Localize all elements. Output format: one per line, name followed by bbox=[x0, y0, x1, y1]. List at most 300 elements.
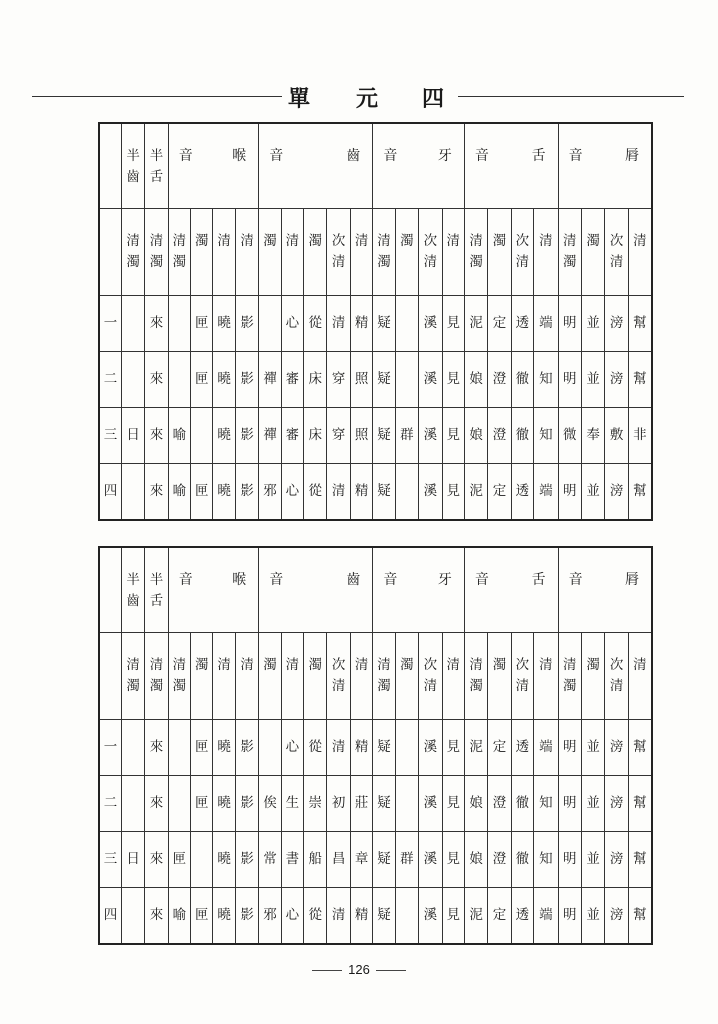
voicing-char: 清 bbox=[331, 254, 346, 270]
voicing-cell bbox=[605, 209, 628, 296]
initial-cell: 精 bbox=[350, 888, 372, 945]
initial-cell: 並 bbox=[581, 776, 604, 832]
voicing-cell bbox=[168, 633, 190, 720]
voicing-char: 濁 bbox=[563, 254, 577, 270]
voicing-cell bbox=[581, 633, 604, 720]
group-label-right: 齒 bbox=[346, 148, 361, 164]
group-header-row bbox=[99, 123, 652, 209]
voicing-char: 濁 bbox=[308, 233, 323, 249]
initial-cell: 明 bbox=[558, 464, 581, 521]
initial-cell: 敷 bbox=[605, 408, 628, 464]
initial-cell: 泥 bbox=[464, 464, 487, 521]
title-rule-right bbox=[458, 96, 684, 97]
initial-cell: 並 bbox=[581, 296, 604, 352]
voicing-cell bbox=[259, 209, 281, 296]
initial-cell: 溪 bbox=[419, 776, 442, 832]
voicing-cell bbox=[605, 633, 628, 720]
group-header-cell bbox=[145, 123, 168, 209]
initial-cell bbox=[121, 352, 144, 408]
voicing-char: 次 bbox=[331, 233, 346, 249]
voicing-char: 濁 bbox=[126, 678, 140, 694]
initial-cell: 曉 bbox=[213, 776, 235, 832]
initial-cell: 見 bbox=[442, 352, 464, 408]
voicing-cell bbox=[350, 633, 372, 720]
initial-cell bbox=[168, 352, 190, 408]
voicing-char: 濁 bbox=[586, 233, 600, 249]
initial-cell: 泥 bbox=[464, 296, 487, 352]
voicing-char: 清 bbox=[172, 233, 187, 249]
initial-cell: 從 bbox=[304, 464, 327, 521]
voicing-cell bbox=[628, 633, 652, 720]
group-label-right: 舌 bbox=[531, 148, 546, 164]
voicing-char: 清 bbox=[539, 657, 553, 673]
initial-cell bbox=[259, 720, 281, 776]
voicing-cell bbox=[628, 209, 652, 296]
voicing-char: 清 bbox=[240, 657, 254, 673]
voicing-cell bbox=[511, 209, 533, 296]
initial-cell: 從 bbox=[304, 888, 327, 945]
voicing-char: 清 bbox=[149, 657, 164, 673]
initial-cell: 泥 bbox=[464, 888, 487, 945]
initial-cell bbox=[168, 296, 190, 352]
group-label-left: 音 bbox=[269, 148, 284, 164]
group-header-cell bbox=[558, 547, 652, 633]
voicing-cell bbox=[511, 633, 533, 720]
initial-cell: 喻 bbox=[168, 408, 190, 464]
initial-cell bbox=[121, 720, 144, 776]
initial-cell: 曉 bbox=[213, 296, 235, 352]
initial-cell: 影 bbox=[235, 720, 258, 776]
initial-cell: 溪 bbox=[419, 296, 442, 352]
initial-cell: 章 bbox=[350, 832, 372, 888]
initial-cell: 俟 bbox=[259, 776, 281, 832]
initial-cell: 群 bbox=[395, 832, 418, 888]
group-header-cell bbox=[259, 123, 373, 209]
corner-cell bbox=[99, 209, 121, 296]
voicing-cell bbox=[121, 633, 144, 720]
grade-row bbox=[99, 296, 652, 352]
initial-cell: 床 bbox=[304, 408, 327, 464]
initial-cell bbox=[168, 776, 190, 832]
voicing-char: 清 bbox=[633, 233, 647, 249]
grade-label: 一 bbox=[99, 296, 121, 352]
voicing-cell bbox=[442, 209, 464, 296]
voicing-char: 濁 bbox=[492, 233, 507, 249]
initial-cell: 明 bbox=[558, 776, 581, 832]
grade-label: 三 bbox=[99, 832, 121, 888]
voicing-cell bbox=[350, 209, 372, 296]
voicing-cell bbox=[235, 209, 258, 296]
grade-row bbox=[99, 832, 652, 888]
voicing-cell bbox=[281, 633, 303, 720]
initial-cell: 初 bbox=[327, 776, 350, 832]
voicing-char: 清 bbox=[423, 254, 438, 270]
initial-cell bbox=[168, 720, 190, 776]
title-char-2: 元 bbox=[356, 86, 379, 112]
initial-cell: 來 bbox=[145, 296, 168, 352]
voicing-cell bbox=[281, 209, 303, 296]
voicing-char: 清 bbox=[331, 678, 346, 694]
voicing-cell bbox=[327, 209, 350, 296]
voicing-char: 清 bbox=[217, 657, 231, 673]
voicing-cell bbox=[304, 633, 327, 720]
page-number: 126 bbox=[0, 962, 718, 977]
voicing-char: 清 bbox=[446, 233, 460, 249]
initial-cell: 精 bbox=[350, 296, 372, 352]
initial-cell: 疑 bbox=[373, 888, 395, 945]
initial-cell: 心 bbox=[281, 464, 303, 521]
initial-cell: 船 bbox=[304, 832, 327, 888]
initial-cell: 崇 bbox=[304, 776, 327, 832]
initial-cell: 匣 bbox=[191, 888, 213, 945]
initial-cell: 精 bbox=[350, 464, 372, 521]
voicing-cell bbox=[534, 209, 558, 296]
initial-cell: 常 bbox=[259, 832, 281, 888]
initial-cell: 見 bbox=[442, 888, 464, 945]
initial-cell: 來 bbox=[145, 352, 168, 408]
initial-cell: 匣 bbox=[191, 296, 213, 352]
group-header-row bbox=[99, 547, 652, 633]
initial-cell: 徹 bbox=[511, 776, 533, 832]
voicing-cell bbox=[121, 209, 144, 296]
initial-cell: 端 bbox=[534, 296, 558, 352]
initial-cell: 匣 bbox=[168, 832, 190, 888]
initial-cell: 審 bbox=[281, 408, 303, 464]
initial-cell: 疑 bbox=[373, 776, 395, 832]
voicing-char: 濁 bbox=[492, 657, 507, 673]
initial-cell: 明 bbox=[558, 352, 581, 408]
title-char-3: 四 bbox=[422, 86, 445, 112]
initial-cell: 影 bbox=[235, 776, 258, 832]
voicing-cell bbox=[191, 209, 213, 296]
initial-cell: 澄 bbox=[488, 832, 511, 888]
initial-cell: 明 bbox=[558, 832, 581, 888]
initial-cell: 娘 bbox=[464, 408, 487, 464]
initial-cell: 見 bbox=[442, 464, 464, 521]
voicing-cell bbox=[304, 209, 327, 296]
voicing-cell bbox=[464, 209, 487, 296]
group-header-cell bbox=[259, 547, 373, 633]
group-header-cell bbox=[464, 123, 558, 209]
group-label-left: 音 bbox=[383, 572, 398, 588]
grade-row bbox=[99, 464, 652, 521]
group-header-cell bbox=[121, 123, 144, 209]
voicing-char: 濁 bbox=[263, 233, 277, 249]
initial-cell: 心 bbox=[281, 296, 303, 352]
initial-cell: 清 bbox=[327, 464, 350, 521]
initial-cell: 影 bbox=[235, 464, 258, 521]
initial-cell: 端 bbox=[534, 720, 558, 776]
initial-cell bbox=[121, 776, 144, 832]
initial-cell: 端 bbox=[534, 464, 558, 521]
voicing-char: 清 bbox=[126, 233, 140, 249]
initial-cell: 明 bbox=[558, 888, 581, 945]
initial-cell: 明 bbox=[558, 720, 581, 776]
initial-cell: 邪 bbox=[259, 888, 281, 945]
initial-cell: 莊 bbox=[350, 776, 372, 832]
group-label-left: 音 bbox=[383, 148, 398, 164]
voicing-cell bbox=[191, 633, 213, 720]
voicing-char: 清 bbox=[469, 657, 483, 673]
voicing-cell bbox=[213, 633, 235, 720]
initial-cell: 見 bbox=[442, 296, 464, 352]
initial-cell: 溪 bbox=[419, 888, 442, 945]
group-label-left: 音 bbox=[568, 148, 583, 164]
group-header-cell bbox=[145, 547, 168, 633]
group-label-left: 音 bbox=[568, 572, 583, 588]
group-label-top: 半 bbox=[126, 148, 140, 164]
initial-cell: 影 bbox=[235, 352, 258, 408]
group-label-top: 半 bbox=[149, 148, 164, 164]
initial-cell: 日 bbox=[121, 832, 144, 888]
group-header-cell bbox=[373, 123, 465, 209]
initial-cell: 定 bbox=[488, 888, 511, 945]
group-header-cell bbox=[373, 547, 465, 633]
voicing-char: 清 bbox=[149, 233, 164, 249]
initial-cell: 來 bbox=[145, 776, 168, 832]
initial-cell: 透 bbox=[511, 888, 533, 945]
initial-cell bbox=[191, 408, 213, 464]
voicing-char: 清 bbox=[539, 233, 553, 249]
voicing-cell bbox=[168, 209, 190, 296]
initial-cell: 穿 bbox=[327, 408, 350, 464]
initial-cell: 幫 bbox=[628, 832, 652, 888]
initial-cell: 疑 bbox=[373, 720, 395, 776]
initial-cell: 匣 bbox=[191, 352, 213, 408]
initial-cell bbox=[121, 888, 144, 945]
voicing-header-row bbox=[99, 633, 652, 720]
grade-label: 二 bbox=[99, 776, 121, 832]
voicing-char: 清 bbox=[609, 678, 624, 694]
initial-cell: 泥 bbox=[464, 720, 487, 776]
initial-cell: 澄 bbox=[488, 408, 511, 464]
initial-cell: 床 bbox=[304, 352, 327, 408]
initial-cell: 透 bbox=[511, 720, 533, 776]
group-label-right: 牙 bbox=[437, 572, 452, 588]
initial-cell: 微 bbox=[558, 408, 581, 464]
initial-cell: 定 bbox=[488, 720, 511, 776]
voicing-char: 濁 bbox=[563, 678, 577, 694]
voicing-char: 濁 bbox=[400, 233, 414, 249]
initial-cell: 並 bbox=[581, 888, 604, 945]
initial-cell: 溪 bbox=[419, 720, 442, 776]
group-header-cell bbox=[168, 123, 259, 209]
grade-label: 一 bbox=[99, 720, 121, 776]
voicing-char: 次 bbox=[515, 657, 530, 673]
initial-cell: 知 bbox=[534, 776, 558, 832]
initial-cell bbox=[121, 464, 144, 521]
voicing-cell bbox=[373, 209, 395, 296]
voicing-char: 清 bbox=[446, 657, 460, 673]
voicing-char: 清 bbox=[563, 657, 577, 673]
initial-cell: 知 bbox=[534, 832, 558, 888]
voicing-char: 濁 bbox=[172, 254, 187, 270]
initial-cell: 喻 bbox=[168, 464, 190, 521]
initial-cell: 影 bbox=[235, 888, 258, 945]
initial-cell: 來 bbox=[145, 464, 168, 521]
voicing-cell bbox=[558, 633, 581, 720]
voicing-char: 清 bbox=[563, 233, 577, 249]
initial-cell: 昌 bbox=[327, 832, 350, 888]
voicing-cell bbox=[373, 633, 395, 720]
initial-cell: 從 bbox=[304, 720, 327, 776]
initial-cell: 影 bbox=[235, 296, 258, 352]
initial-cell: 清 bbox=[327, 720, 350, 776]
initial-cell: 影 bbox=[235, 832, 258, 888]
group-label-left: 音 bbox=[178, 148, 193, 164]
corner-cell bbox=[99, 633, 121, 720]
initial-cell: 幫 bbox=[628, 464, 652, 521]
initial-cell: 疑 bbox=[373, 296, 395, 352]
initial-cell: 見 bbox=[442, 776, 464, 832]
group-label-right: 喉 bbox=[232, 148, 247, 164]
group-label-top: 半 bbox=[149, 572, 164, 588]
voicing-cell bbox=[419, 209, 442, 296]
initial-cell: 邪 bbox=[259, 464, 281, 521]
rime-table-1 bbox=[98, 122, 653, 521]
initial-cell: 從 bbox=[304, 296, 327, 352]
voicing-cell bbox=[488, 209, 511, 296]
voicing-char: 次 bbox=[515, 233, 530, 249]
initial-cell: 幫 bbox=[628, 352, 652, 408]
voicing-char: 次 bbox=[331, 657, 346, 673]
voicing-char: 清 bbox=[126, 657, 140, 673]
initial-cell: 書 bbox=[281, 832, 303, 888]
voicing-char: 清 bbox=[217, 233, 231, 249]
initial-cell: 滂 bbox=[605, 832, 628, 888]
voicing-cell bbox=[581, 209, 604, 296]
initial-cell: 心 bbox=[281, 720, 303, 776]
voicing-char: 清 bbox=[377, 657, 391, 673]
rime-table-2 bbox=[98, 546, 653, 945]
voicing-char: 濁 bbox=[377, 678, 391, 694]
voicing-char: 濁 bbox=[586, 657, 600, 673]
voicing-char: 濁 bbox=[172, 678, 187, 694]
initial-cell: 幫 bbox=[628, 776, 652, 832]
initial-cell: 娘 bbox=[464, 776, 487, 832]
voicing-cell bbox=[558, 209, 581, 296]
initial-cell: 知 bbox=[534, 352, 558, 408]
initial-cell: 照 bbox=[350, 352, 372, 408]
voicing-char: 清 bbox=[609, 254, 624, 270]
group-label-bottom: 舌 bbox=[149, 593, 164, 609]
initial-cell: 並 bbox=[581, 720, 604, 776]
initial-cell: 徹 bbox=[511, 352, 533, 408]
grade-label: 四 bbox=[99, 888, 121, 945]
voicing-cell bbox=[259, 633, 281, 720]
voicing-cell bbox=[419, 633, 442, 720]
group-label-right: 脣 bbox=[625, 148, 639, 164]
initial-cell: 溪 bbox=[419, 832, 442, 888]
group-label-right: 喉 bbox=[232, 572, 247, 588]
initial-cell: 並 bbox=[581, 352, 604, 408]
initial-cell: 曉 bbox=[213, 408, 235, 464]
initial-cell: 娘 bbox=[464, 352, 487, 408]
group-label-bottom: 舌 bbox=[149, 169, 164, 185]
voicing-cell bbox=[442, 633, 464, 720]
voicing-char: 清 bbox=[172, 657, 187, 673]
group-label-right: 舌 bbox=[531, 572, 546, 588]
initial-cell: 清 bbox=[327, 888, 350, 945]
voicing-char: 清 bbox=[240, 233, 254, 249]
title-char-1: 單 bbox=[288, 86, 311, 112]
initial-cell: 徹 bbox=[511, 832, 533, 888]
initial-cell: 溪 bbox=[419, 352, 442, 408]
initial-cell: 清 bbox=[327, 296, 350, 352]
voicing-char: 清 bbox=[354, 657, 369, 673]
voicing-char: 清 bbox=[633, 657, 647, 673]
group-header-cell bbox=[558, 123, 652, 209]
voicing-cell bbox=[145, 633, 168, 720]
voicing-cell bbox=[534, 633, 558, 720]
voicing-char: 濁 bbox=[469, 678, 483, 694]
voicing-cell bbox=[464, 633, 487, 720]
corner-cell bbox=[99, 547, 121, 633]
initial-cell: 穿 bbox=[327, 352, 350, 408]
voicing-cell bbox=[145, 209, 168, 296]
initial-cell: 幫 bbox=[628, 296, 652, 352]
initial-cell bbox=[395, 776, 418, 832]
initial-cell: 曉 bbox=[213, 464, 235, 521]
initial-cell: 幫 bbox=[628, 888, 652, 945]
voicing-char: 次 bbox=[423, 657, 438, 673]
title-rule-left bbox=[32, 96, 282, 97]
grade-row bbox=[99, 776, 652, 832]
grade-label: 四 bbox=[99, 464, 121, 521]
initial-cell bbox=[259, 296, 281, 352]
voicing-char: 清 bbox=[285, 657, 300, 673]
voicing-char: 濁 bbox=[195, 233, 209, 249]
voicing-char: 次 bbox=[609, 233, 624, 249]
initial-cell: 曉 bbox=[213, 888, 235, 945]
initial-cell: 溪 bbox=[419, 408, 442, 464]
group-label-left: 音 bbox=[474, 572, 489, 588]
voicing-cell bbox=[327, 633, 350, 720]
grade-row bbox=[99, 888, 652, 945]
initial-cell: 來 bbox=[145, 832, 168, 888]
section-title bbox=[32, 84, 684, 112]
initial-cell: 精 bbox=[350, 720, 372, 776]
group-label-right: 牙 bbox=[437, 148, 452, 164]
grade-label: 三 bbox=[99, 408, 121, 464]
voicing-char: 清 bbox=[469, 233, 483, 249]
voicing-char: 次 bbox=[423, 233, 438, 249]
group-label-bottom: 齒 bbox=[126, 593, 140, 609]
initial-cell: 並 bbox=[581, 464, 604, 521]
initial-cell: 日 bbox=[121, 408, 144, 464]
group-label-left: 音 bbox=[474, 148, 489, 164]
group-header-cell bbox=[464, 547, 558, 633]
group-header-cell bbox=[121, 547, 144, 633]
group-label-left: 音 bbox=[269, 572, 284, 588]
initial-cell: 娘 bbox=[464, 832, 487, 888]
voicing-cell bbox=[235, 633, 258, 720]
voicing-char: 濁 bbox=[149, 678, 164, 694]
initial-cell: 曉 bbox=[213, 352, 235, 408]
initial-cell: 見 bbox=[442, 408, 464, 464]
grade-row bbox=[99, 352, 652, 408]
initial-cell: 疑 bbox=[373, 832, 395, 888]
group-label-top: 半 bbox=[126, 572, 140, 588]
initial-cell: 澄 bbox=[488, 776, 511, 832]
voicing-char: 濁 bbox=[469, 254, 483, 270]
initial-cell: 見 bbox=[442, 832, 464, 888]
initial-cell: 定 bbox=[488, 464, 511, 521]
initial-cell: 透 bbox=[511, 296, 533, 352]
initial-cell bbox=[395, 296, 418, 352]
initial-cell: 心 bbox=[281, 888, 303, 945]
voicing-cell bbox=[395, 209, 418, 296]
